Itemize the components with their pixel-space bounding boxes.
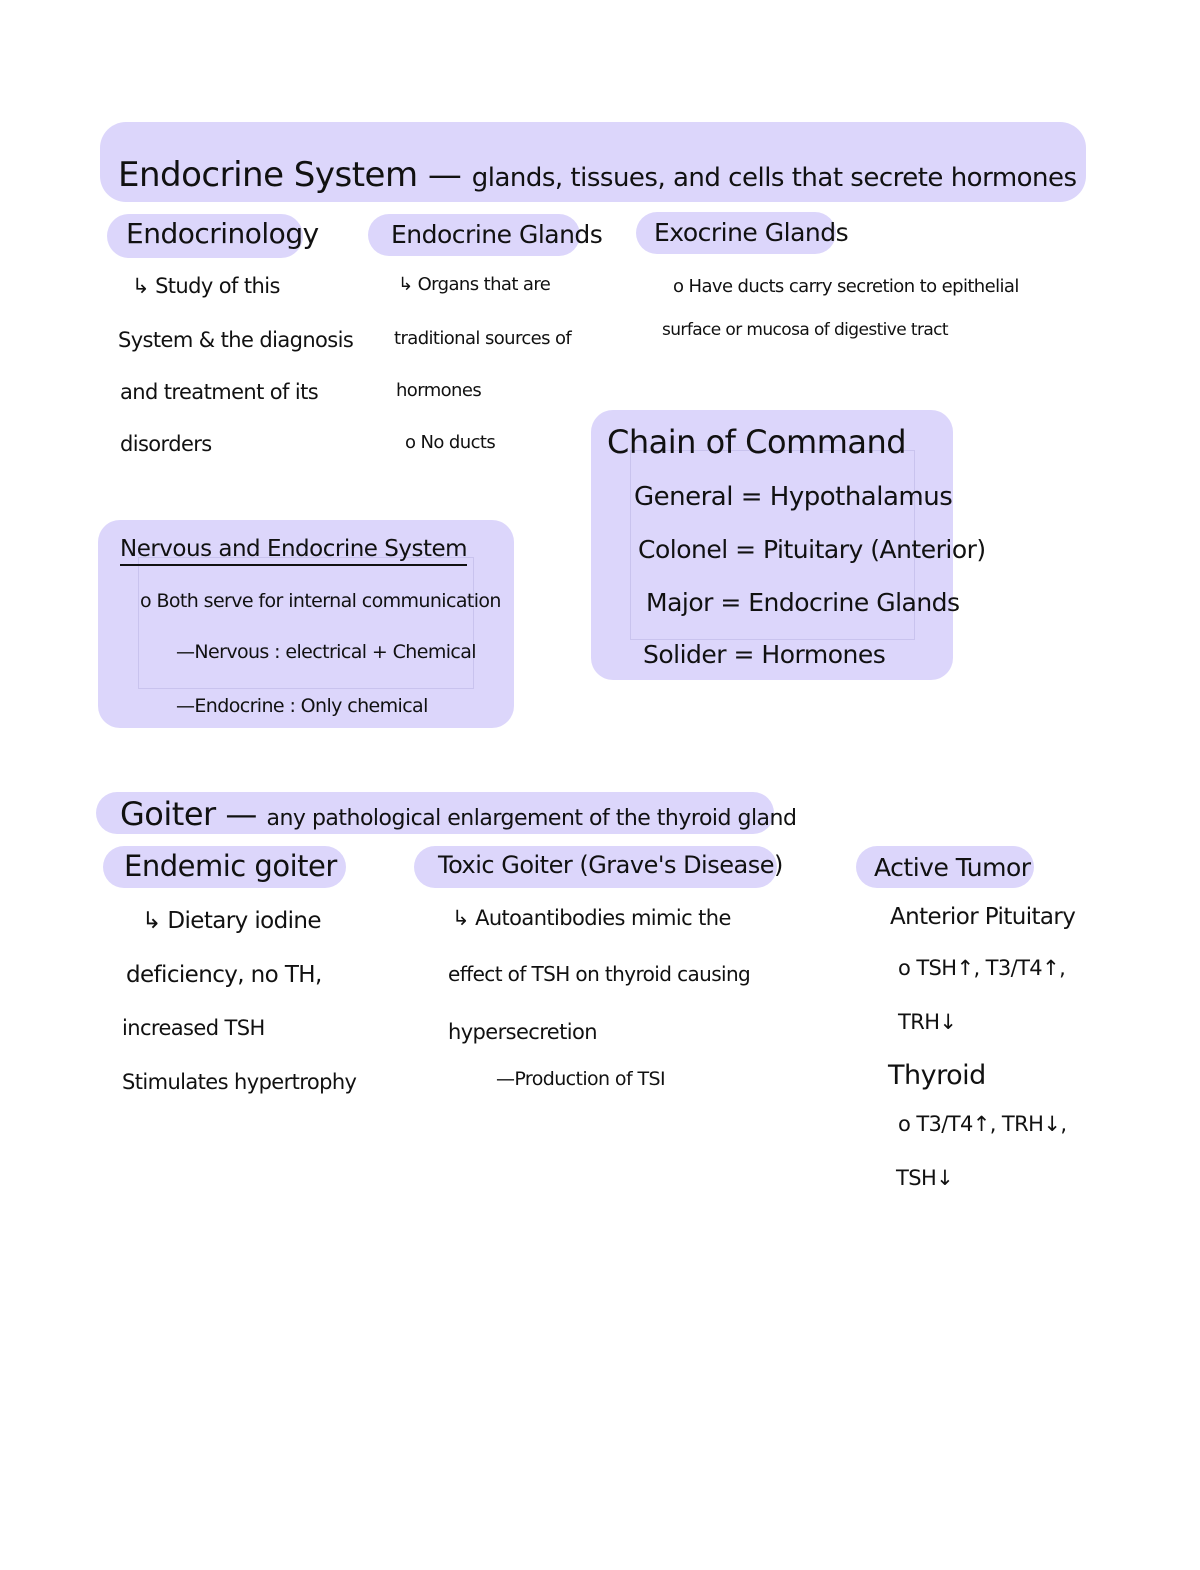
chain-row: General = Hypothalamus — [634, 482, 953, 512]
goiter-term: Goiter — [120, 795, 216, 833]
text-line: TSH↓ — [896, 1166, 954, 1190]
goiter-dash: — — [225, 795, 257, 833]
endocrinology-heading: Endocrinology — [126, 217, 319, 250]
chain-row: Major = Endocrine Glands — [646, 588, 960, 617]
active-tumor-heading: Active Tumor — [874, 853, 1031, 882]
text-line: o TSH↑, T3/T4↑, — [898, 956, 1066, 980]
text-line: Stimulates hypertrophy — [122, 1070, 357, 1094]
nervous-endocrine-heading: Nervous and Endocrine System — [120, 538, 467, 566]
endocrine-system-title — [118, 155, 1077, 195]
text-line: —Endocrine : Only chemical — [176, 695, 428, 717]
text-line: System & the diagnosis — [118, 328, 354, 352]
exocrine-glands-heading: Exocrine Glands — [654, 218, 849, 247]
title-definition: glands, tissues, and cells that secrete hormones — [471, 163, 1077, 193]
title-term: Endocrine System — [118, 155, 418, 195]
guide-rect — [138, 557, 474, 689]
text-line: o No ducts — [405, 432, 496, 453]
text-line: disorders — [120, 432, 212, 456]
text-line: —Nervous : electrical + Chemical — [176, 641, 476, 663]
text-line: deficiency, no TH, — [126, 962, 322, 988]
text-line: hormones — [396, 380, 482, 401]
toxic-goiter-heading: Toxic Goiter (Grave's Disease) — [438, 851, 783, 879]
goiter-definition: any pathological enlargement of the thyroid gland — [266, 806, 797, 831]
text-line: —Production of TSI — [496, 1068, 665, 1090]
title-dash: — — [427, 155, 462, 195]
text-line: effect of TSH on thyroid causing — [448, 962, 751, 986]
text-line: traditional sources of — [394, 328, 572, 349]
text-line: o Have ducts carry secretion to epithelial — [673, 276, 1019, 297]
chain-of-command-heading: Chain of Command — [607, 423, 907, 461]
text-line: surface or mucosa of digestive tract — [662, 320, 948, 340]
goiter-title — [120, 795, 797, 833]
text-line: TRH↓ — [898, 1010, 957, 1034]
thyroid-label: Thyroid — [888, 1060, 986, 1091]
text-line: ↳ Dietary iodine — [142, 908, 321, 934]
chain-row: Solider = Hormones — [643, 640, 886, 669]
text-line: ↳ Organs that are — [398, 274, 551, 295]
text-line: o T3/T4↑, TRH↓, — [898, 1112, 1067, 1136]
text-line: o Both serve for internal communication — [140, 590, 501, 612]
chain-row: Colonel = Pituitary (Anterior) — [638, 535, 986, 564]
anterior-pituitary-label: Anterior Pituitary — [890, 904, 1076, 930]
text-line: ↳ Autoantibodies mimic the — [452, 906, 731, 930]
endemic-goiter-heading: Endemic goiter — [124, 849, 337, 883]
endocrine-glands-heading: Endocrine Glands — [391, 220, 603, 249]
text-line: ↳ Study of this — [132, 274, 280, 298]
text-line: hypersecretion — [448, 1020, 597, 1044]
text-line: increased TSH — [122, 1016, 265, 1040]
text-line: and treatment of its — [120, 380, 319, 404]
